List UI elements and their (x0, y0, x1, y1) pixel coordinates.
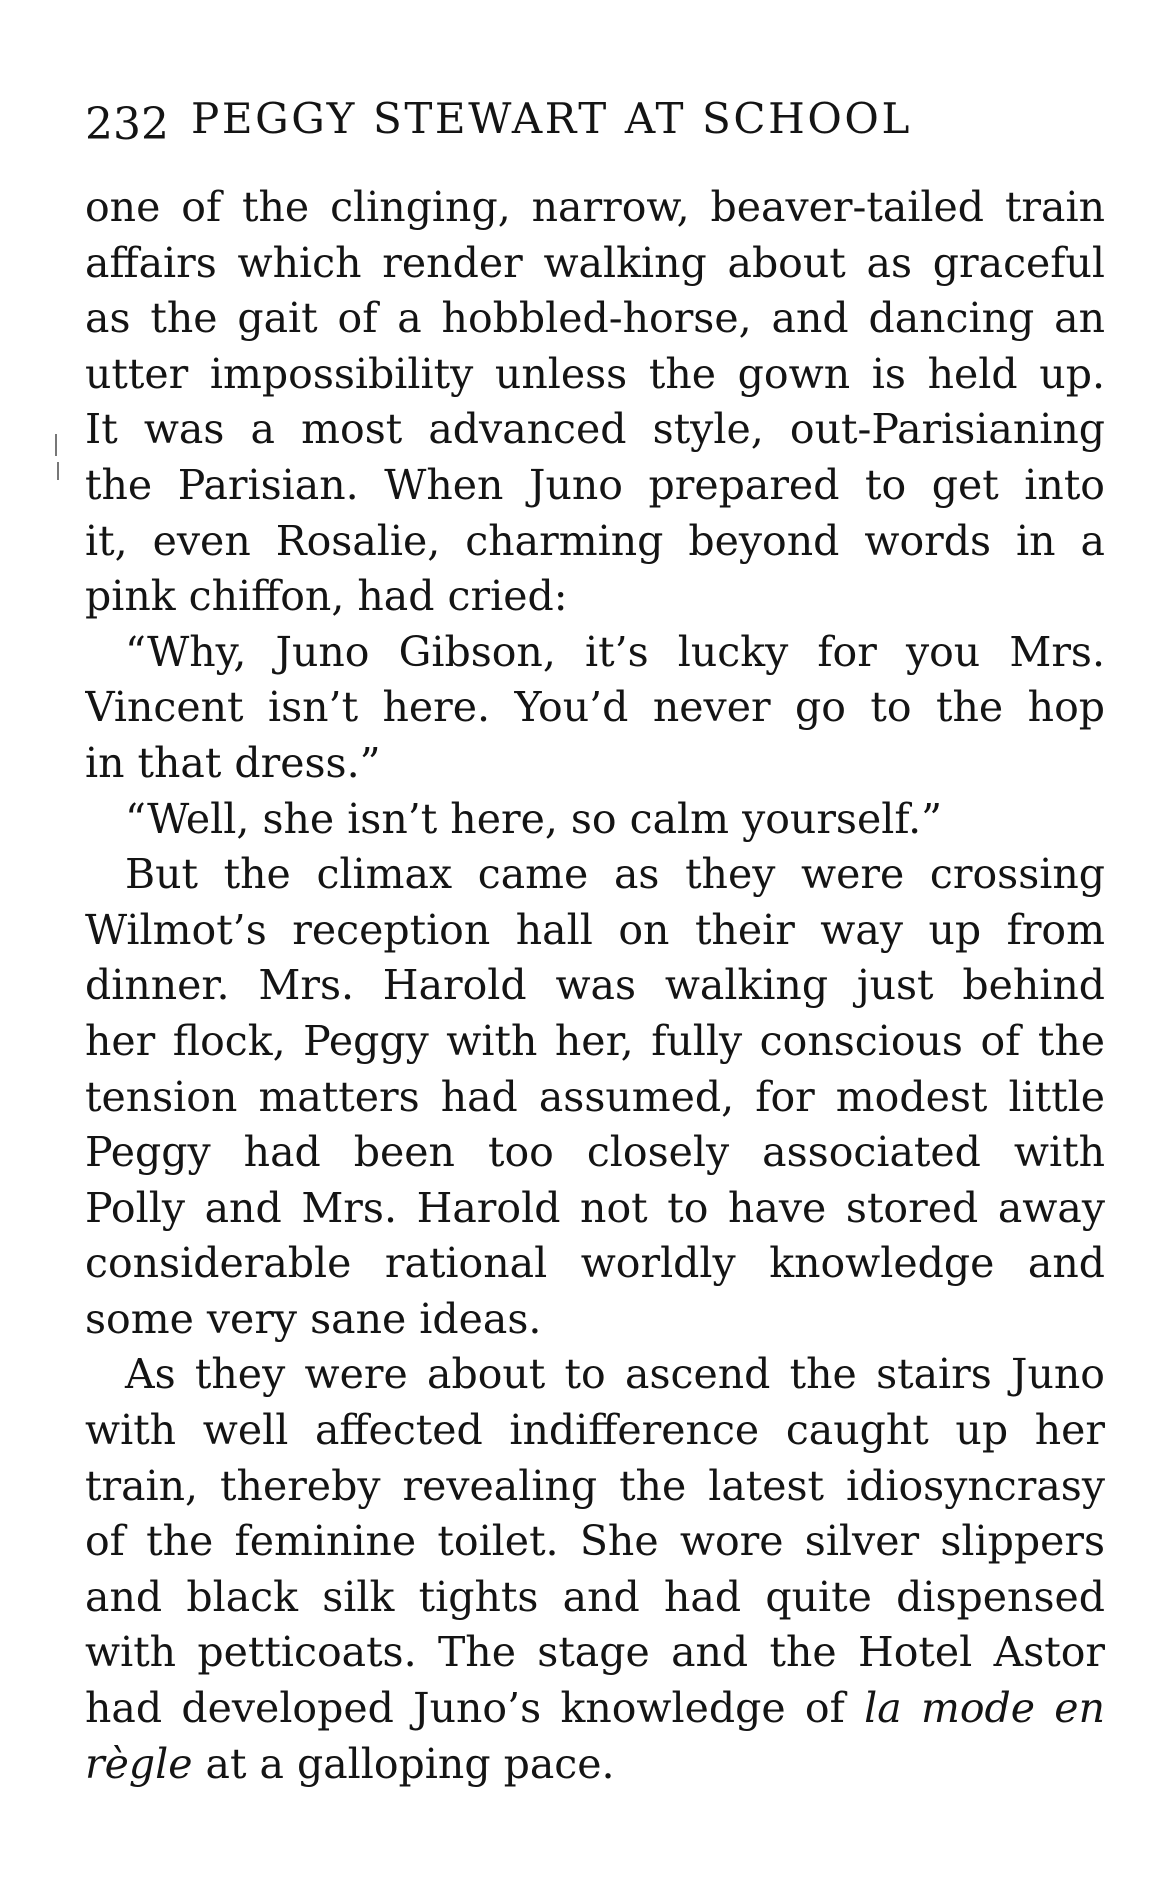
text-line: utter impossibility unless the gown is held up. (85, 349, 1105, 398)
text-line: of the feminine toilet. She wore silver slippers (85, 1517, 1105, 1566)
body-text (85, 180, 1105, 1792)
text-line: Vincent isn’t here. You’d never go to the hop (85, 683, 1105, 732)
text-line: with well affected indifference caught up her (85, 1406, 1105, 1455)
running-header (85, 84, 1105, 154)
text-line: the Parisian. When Juno prepared to get into (85, 460, 1105, 509)
text-line: dinner. Mrs. Harold was walking just behind (85, 961, 1105, 1010)
italic-span: règle (85, 1739, 193, 1788)
text-line: tension matters had assumed, for modest little (85, 1072, 1105, 1121)
text-line: As they were about to ascend the stairs Juno (125, 1350, 1105, 1399)
text-line: as the gait of a hobbled-horse, and dancing an (85, 294, 1105, 343)
text-line: Peggy had been too closely associated with (85, 1128, 1105, 1177)
text-line: some very sane ideas. (85, 1294, 542, 1343)
text-line: “Why, Juno Gibson, it’s lucky for you Mrs. (125, 627, 1105, 676)
text-line: train, thereby revealing the latest idiosyncrasy (85, 1461, 1105, 1510)
text-line: considerable rational worldly knowledge and (85, 1239, 1105, 1288)
text-line: Polly and Mrs. Harold not to have stored away (85, 1183, 1105, 1232)
italic-span: la mode en (864, 1684, 1105, 1733)
text-line: It was a most advanced style, out-Parisianing (85, 405, 1105, 454)
text-line (85, 1737, 1105, 1793)
text-line (85, 1681, 1105, 1737)
margin-mark (57, 462, 59, 480)
text-span: had developed Juno’s knowledge of (85, 1684, 845, 1733)
text-line: and black silk tights and had quite dispensed (85, 1572, 1105, 1621)
text-line: with petticoats. The stage and the Hotel Astor (85, 1628, 1105, 1677)
running-title: PEGGY STEWART AT SCHOOL (190, 94, 912, 143)
text-line: affairs which render walking about as graceful (85, 238, 1105, 287)
text-line: pink chiffon, had cried: (85, 572, 568, 621)
text-span: at a galloping pace. (192, 1739, 615, 1788)
text-line: one of the clinging, narrow, beaver-tailed train (85, 183, 1105, 231)
page-number: 232 (85, 99, 169, 150)
text-line: But the climax came as they were crossing (125, 850, 1105, 899)
margin-mark (55, 434, 57, 456)
text-line: “Well, she isn’t here, so calm yourself.” (125, 794, 943, 843)
text-line: her flock, Peggy with her, fully conscious of the (85, 1016, 1105, 1065)
text-line: it, even Rosalie, charming beyond words in a (85, 516, 1105, 565)
text-line: in that dress.” (85, 738, 381, 787)
text-line: Wilmot’s reception hall on their way up from (85, 905, 1105, 954)
